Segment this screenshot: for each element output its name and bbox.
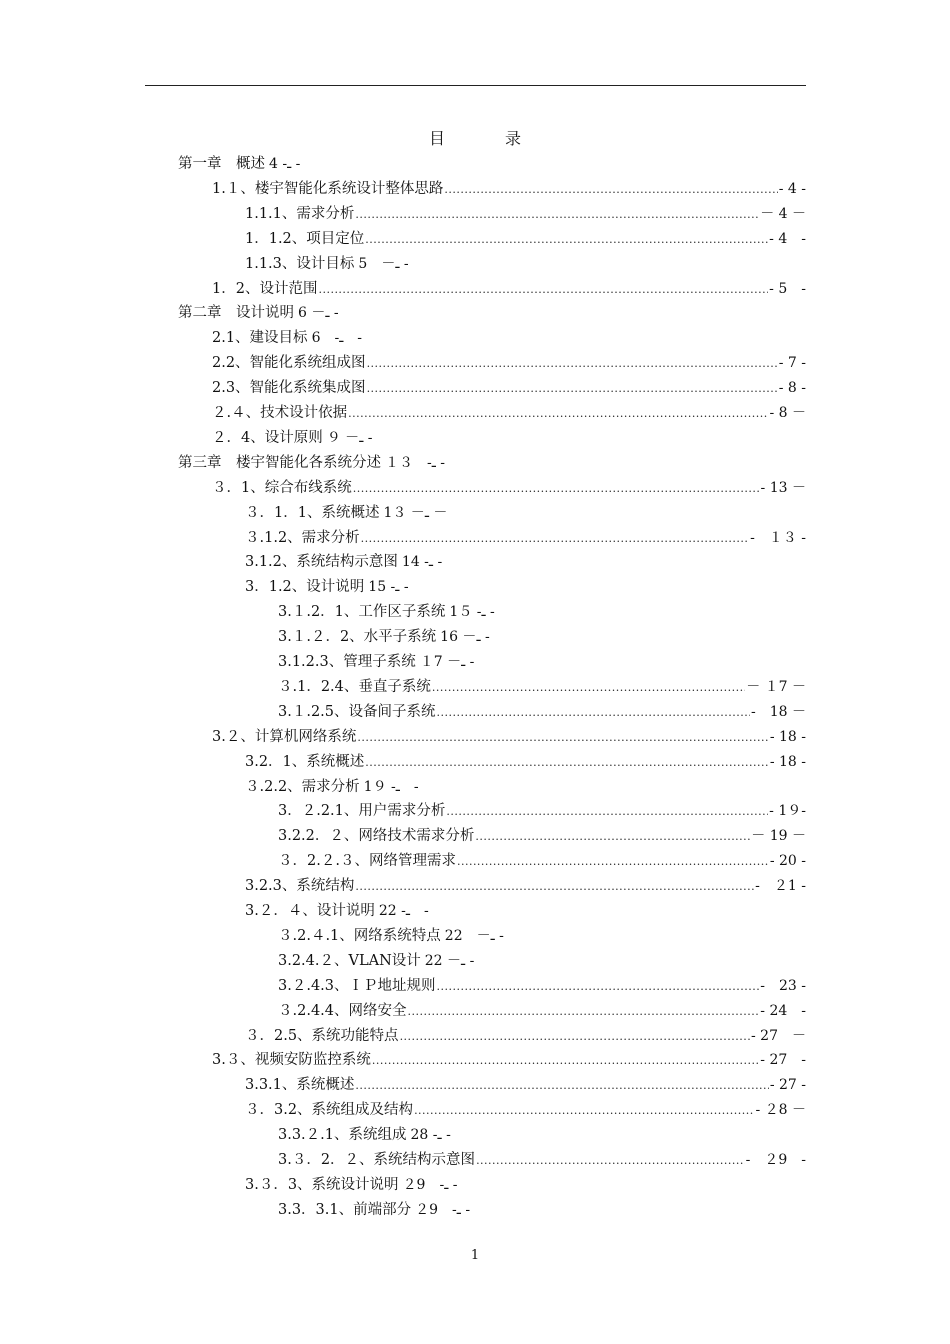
toc-entry[interactable] bbox=[245, 775, 419, 797]
toc-entry[interactable] bbox=[245, 501, 447, 523]
toc-leader-dots bbox=[437, 704, 750, 720]
toc-entry-label: 1．1.2、项目定位 bbox=[245, 230, 365, 247]
toc-leader-dots bbox=[414, 1102, 754, 1118]
toc-entry-label: 3.１.２．2、水平子系统 bbox=[278, 629, 437, 646]
toc-leader-dots bbox=[476, 1152, 745, 1168]
toc-entry-label: ３.2.4.4、网络安全 bbox=[278, 1002, 407, 1019]
toc-leader-dots bbox=[446, 803, 768, 819]
toc-entry-label: 3.2．1、系统概述 bbox=[245, 753, 365, 770]
toc-entry[interactable] bbox=[278, 700, 806, 722]
toc-entry-label: ２.４、技术设计依据 bbox=[212, 405, 348, 421]
toc-leader-dots bbox=[365, 231, 768, 247]
toc-entry-page: - 18 - bbox=[769, 728, 806, 745]
toc-entry[interactable] bbox=[278, 974, 806, 996]
toc-entry[interactable] bbox=[212, 426, 372, 448]
toc-entry-label: ３．2.２.３、网络管理需求 bbox=[278, 853, 456, 870]
toc-entry[interactable] bbox=[278, 1123, 451, 1145]
toc-entry-page: １7 －ـ - bbox=[419, 654, 475, 670]
toc-entry-page: - 1９- bbox=[769, 803, 806, 820]
toc-leader-dots bbox=[348, 405, 768, 421]
toc-leader-dots bbox=[400, 1028, 750, 1044]
toc-entry-label: 3.2.3、系统结构 bbox=[245, 878, 355, 895]
toc-entry[interactable] bbox=[245, 874, 806, 896]
toc-entry-label: 2.2、智能化系统组成图 bbox=[212, 355, 366, 372]
toc-title: 目 录 bbox=[428, 129, 543, 148]
toc-entry-page: - １３ - bbox=[750, 529, 806, 546]
toc-entry-label: ３．3.2、系统组成及结构 bbox=[245, 1102, 414, 1119]
toc-entry-page: 4 -ـ - bbox=[269, 156, 301, 172]
toc-leader-dots bbox=[365, 754, 769, 770]
toc-entry-page: - 27 - bbox=[760, 1052, 806, 1069]
page-number: 1 bbox=[470, 1248, 480, 1263]
toc-entry-page: - 7 - bbox=[778, 355, 806, 372]
toc-entry-label: 3.2.4.２、VLAN设计 bbox=[278, 952, 421, 969]
toc-entry-page: - ２8 － bbox=[755, 1102, 806, 1119]
toc-leader-dots bbox=[355, 206, 759, 222]
toc-entry-page: - ２1 - bbox=[755, 878, 806, 895]
toc-entry[interactable] bbox=[212, 177, 806, 199]
toc-entry[interactable] bbox=[212, 351, 806, 373]
toc-entry[interactable] bbox=[278, 824, 806, 846]
toc-entry-page: １３ -ـ - bbox=[385, 454, 446, 471]
toc-entry-page: 6 -ـ - bbox=[311, 330, 363, 347]
toc-entry[interactable] bbox=[278, 924, 504, 946]
toc-leader-dots bbox=[437, 978, 760, 994]
toc-entry[interactable] bbox=[245, 252, 409, 274]
toc-entry-page: - 27 － bbox=[751, 1027, 806, 1044]
toc-entry-page: 28 -ـ - bbox=[410, 1127, 451, 1144]
toc-leader-dots bbox=[372, 1052, 759, 1068]
toc-entry-label: 3.1.2、系统结构示意图 bbox=[245, 554, 398, 571]
toc-entry-page: - 24 - bbox=[760, 1002, 806, 1019]
toc-entry-page: 1９ -ـ - bbox=[363, 778, 419, 795]
toc-entry[interactable] bbox=[278, 799, 806, 821]
toc-entry[interactable] bbox=[278, 849, 806, 871]
toc-entry-page: 22 －ـ - bbox=[444, 927, 504, 944]
toc-leader-dots bbox=[355, 878, 754, 894]
toc-entry[interactable] bbox=[245, 750, 806, 772]
toc-entry[interactable] bbox=[245, 1024, 806, 1046]
toc-entry-page: ２9 -ـ - bbox=[415, 1201, 471, 1218]
toc-entry-page: 6 －ـ - bbox=[298, 305, 339, 322]
toc-entry[interactable] bbox=[278, 600, 495, 622]
toc-leader-dots bbox=[475, 828, 750, 844]
toc-entry-page: ９ －ـ - bbox=[326, 429, 373, 446]
toc-leader-dots bbox=[444, 181, 777, 197]
toc-entry-label: 3.１.2.5、设备间子系统 bbox=[278, 703, 436, 720]
toc-entry-label: ２．4、设计原则 bbox=[212, 429, 323, 446]
toc-entry[interactable] bbox=[245, 227, 806, 249]
toc-entry-label: 3.3.1、系统概述 bbox=[245, 1077, 355, 1094]
toc-entry-page: － １7 － bbox=[746, 678, 806, 695]
toc-entry-label: ３．1、综合布线系统 bbox=[212, 479, 352, 496]
toc-entry-page: 16 －ـ - bbox=[440, 629, 490, 646]
toc-entry-page: - 18 － bbox=[751, 703, 806, 720]
toc-entry[interactable] bbox=[178, 152, 300, 174]
toc-leader-dots bbox=[357, 729, 768, 745]
toc-entry-page: - 23 - bbox=[760, 977, 806, 994]
toc-leader-dots bbox=[355, 1077, 768, 1093]
toc-entry-page: - 4 - bbox=[778, 180, 806, 197]
toc-entry-label: ３.2.４.1、网络系统特点 bbox=[278, 927, 441, 944]
toc-entry-label: 3.3．3.1、前端部分 bbox=[278, 1201, 412, 1218]
toc-entry-label: 第二章 设计说明 bbox=[178, 305, 294, 322]
toc-entry[interactable] bbox=[212, 1048, 806, 1070]
toc-entry-label: ３.2.2、需求分析 bbox=[245, 778, 360, 795]
toc-entry-page: - 18 - bbox=[769, 753, 806, 770]
toc-entry-label: 3．1.2、设计说明 bbox=[245, 579, 365, 596]
toc-entry[interactable] bbox=[245, 1098, 806, 1120]
toc-leader-dots bbox=[432, 679, 745, 695]
toc-entry[interactable] bbox=[278, 999, 806, 1021]
toc-entry[interactable] bbox=[245, 1173, 458, 1195]
toc-entry-page: 14 -ـ - bbox=[401, 554, 443, 571]
toc-entry-label: 3.３、视频安防监控系统 bbox=[212, 1052, 371, 1069]
toc-entry[interactable] bbox=[212, 725, 806, 747]
toc-entry-page: － 19 － bbox=[751, 828, 806, 845]
toc-entry-page: ２9 -ـ - bbox=[402, 1176, 458, 1193]
toc-entry-label: ３.1.2、需求分析 bbox=[245, 529, 360, 546]
toc-entry-page: - 13 － bbox=[760, 479, 806, 496]
toc-entry-page: - 27 - bbox=[769, 1077, 806, 1094]
toc-leader-dots bbox=[457, 853, 769, 869]
toc-entry-page: - 8 - bbox=[778, 380, 806, 397]
toc-entry-page: 15 -ـ - bbox=[368, 579, 409, 596]
toc-entry-label: 3.２．４、设计说明 bbox=[245, 903, 375, 919]
toc-entry-label: ３．1．1、系统概述 bbox=[245, 504, 380, 521]
toc-entry[interactable] bbox=[278, 949, 474, 971]
toc-entry[interactable] bbox=[178, 301, 339, 323]
toc-entry[interactable] bbox=[212, 326, 362, 348]
toc-entry[interactable] bbox=[245, 899, 429, 921]
toc-entry[interactable] bbox=[178, 451, 445, 473]
toc-entry-label: 1.1.3、设计目标 bbox=[245, 255, 355, 272]
toc-entry-label: ３．2.5、系统功能特点 bbox=[245, 1027, 399, 1044]
toc-entry[interactable] bbox=[212, 376, 806, 398]
toc-leader-dots bbox=[367, 355, 778, 371]
toc-entry[interactable] bbox=[245, 526, 806, 548]
toc-leader-dots bbox=[353, 480, 760, 496]
toc-entry-label: 1.１、楼宇智能化系统设计整体思路 bbox=[212, 180, 444, 197]
toc-entry-page: - 4 - bbox=[769, 230, 806, 247]
toc-entry-label: 3．２.2.1、用户需求分析 bbox=[278, 803, 446, 820]
toc-entry[interactable] bbox=[212, 476, 806, 498]
toc-leader-dots bbox=[367, 380, 778, 396]
toc-leader-dots bbox=[408, 1003, 760, 1019]
toc-entry-page: - 5 - bbox=[769, 280, 806, 297]
toc-entry-label: 3.3.２.1、系统组成 bbox=[278, 1127, 407, 1144]
toc-entry-page: 1３ －ـ － bbox=[383, 504, 448, 521]
toc-entry-page: 1５ -ـ - bbox=[449, 604, 495, 621]
toc-entry-label: 3.1.2.3、管理子系统 bbox=[278, 654, 416, 670]
toc-entry-label: 3.３．2．２、系统结构示意图 bbox=[278, 1152, 476, 1168]
toc-entry[interactable] bbox=[212, 401, 806, 423]
toc-entry-label: 1.1.1、需求分析 bbox=[245, 205, 355, 222]
header-rule bbox=[145, 85, 806, 86]
toc-entry-label: 2.3、智能化系统集成图 bbox=[212, 380, 366, 397]
toc-entry-page: 22 －ـ - bbox=[424, 952, 475, 969]
toc-entry[interactable] bbox=[278, 650, 474, 672]
toc-entry-page: - ２9 - bbox=[745, 1152, 806, 1168]
toc-entry-label: 3.２、计算机网络系统 bbox=[212, 728, 357, 745]
toc-entry[interactable] bbox=[278, 1198, 470, 1220]
toc-entry-label: 第三章 楼宇智能化各系统分述 bbox=[178, 454, 381, 471]
toc-entry[interactable] bbox=[212, 277, 806, 299]
toc-entry-label: 2.1、建设目标 bbox=[212, 330, 308, 347]
toc-entry[interactable] bbox=[278, 1148, 806, 1170]
toc-entry[interactable] bbox=[245, 550, 442, 572]
toc-entry-page: - 8 － bbox=[769, 405, 806, 421]
toc-entry[interactable] bbox=[278, 625, 490, 647]
toc-entry-page: － 4 － bbox=[760, 205, 806, 222]
toc-entry-label: 3.３．3、系统设计说明 bbox=[245, 1176, 399, 1193]
toc-entry-label: 第一章 概述 bbox=[178, 156, 265, 172]
toc-entry-page: - 20 - bbox=[769, 853, 806, 870]
toc-entry-page: 22 -ـ - bbox=[378, 903, 429, 919]
toc-entry-label: 3.2.2．２、网络技术需求分析 bbox=[278, 828, 475, 845]
toc-entry[interactable] bbox=[245, 575, 409, 597]
toc-entry-page: 5 －ـ - bbox=[358, 255, 409, 272]
toc-entry-label: ３.1．2.4、垂直子系统 bbox=[278, 678, 431, 695]
toc-entry-label: 1．2、设计范围 bbox=[212, 280, 318, 297]
toc-entry-label: 3.２.4.3、ＩＰ地址规则 bbox=[278, 977, 436, 994]
toc-leader-dots bbox=[361, 530, 749, 546]
toc-entry[interactable] bbox=[245, 1073, 806, 1095]
toc-entry[interactable] bbox=[245, 202, 806, 224]
toc-entry[interactable] bbox=[278, 675, 806, 697]
toc-leader-dots bbox=[318, 281, 768, 297]
toc-entry-label: 3.１.2．1、工作区子系统 bbox=[278, 604, 446, 621]
